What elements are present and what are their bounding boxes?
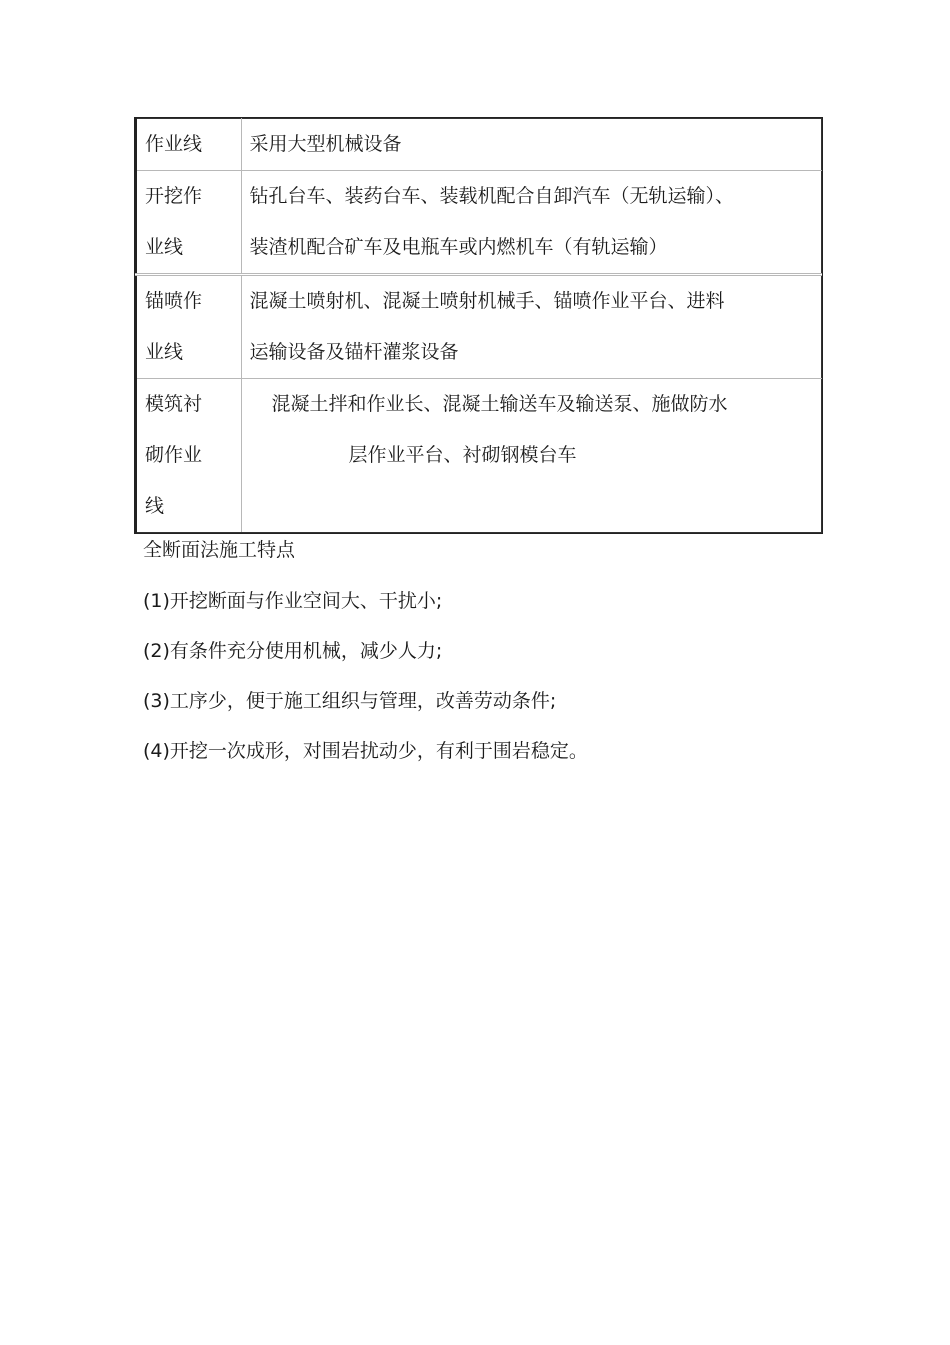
row-content-block: [250, 379, 813, 481]
row-content-cell: [241, 119, 821, 171]
feature-item: (2)有条件充分使用机械，减少人力;: [143, 640, 443, 662]
row-name-cell: [136, 171, 241, 275]
row-content-line: 钻孔台车、装药台车、装载机配合自卸汽车（无轨运输）、: [249, 185, 735, 207]
row-name-line: 线: [145, 495, 165, 517]
row-name-line: 业线: [145, 236, 184, 258]
row-content-cell: [241, 275, 821, 379]
table-row: [136, 275, 821, 379]
row-name-cell: [136, 275, 241, 379]
feature-item: (4)开挖一次成形，对围岩扰动少，有利于围岩稳定。: [143, 740, 588, 762]
table-row: [136, 171, 821, 275]
row-name-line: 模筑衬: [145, 393, 203, 415]
row-name-line: 开挖作: [145, 185, 203, 207]
row-name: 作业线: [145, 133, 203, 155]
row-name-cell: [136, 379, 241, 533]
equipment-table: [135, 118, 822, 533]
row-content-cell: [241, 379, 821, 533]
row-content-line: 运输设备及锚杆灌浆设备: [249, 341, 459, 363]
row-name-line: 业线: [145, 341, 184, 363]
row-name-line: 砌作业: [145, 444, 203, 466]
row-name-cell: [136, 119, 241, 171]
table-row: [136, 119, 821, 171]
feature-item: (3)工序少，便于施工组织与管理，改善劳动条件;: [143, 690, 557, 712]
row-content: 采用大型机械设备: [249, 133, 402, 155]
row-content-line: 装渣机配合矿车及电瓶车或内燃机车（有轨运输）: [249, 236, 668, 258]
section-title: 全断面法施工特点: [143, 539, 296, 561]
row-content-line: 混凝土喷射机、混凝土喷射机械手、锚喷作业平台、进料: [249, 290, 725, 312]
row-content-line: 层作业平台、衬砌钢模台车: [348, 444, 577, 466]
table-row: [136, 379, 821, 533]
row-name-line: 锚喷作: [145, 290, 203, 312]
row-content-line: 混凝土拌和作业长、混凝土输送车及输送泵、施做防水: [271, 393, 728, 415]
row-content-cell: [241, 171, 821, 275]
feature-item: (1)开挖断面与作业空间大、干扰小;: [143, 590, 443, 612]
